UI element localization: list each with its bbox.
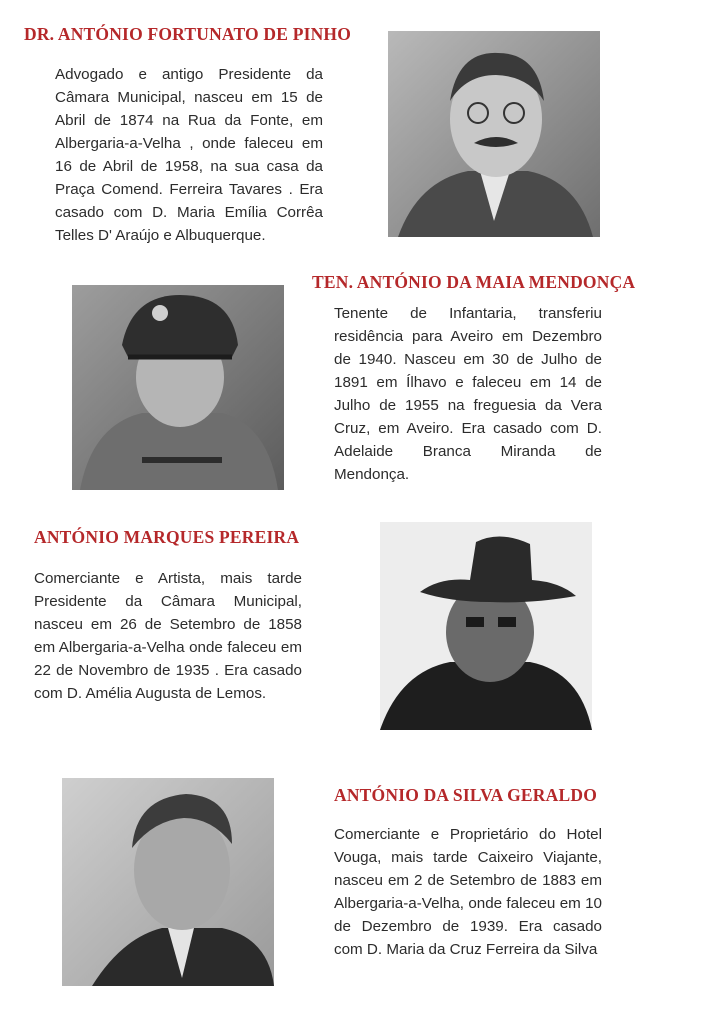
person-bio: Comerciante e Artista, mais tarde Presidente da Câmara Municipal, nasceu em 26 de Setembro de 1858 em Albergaria-a-Velha onde faleceu em 22 de Novembro de 1935 . Era casado com D. Amélia Augusta de Lemos. bbox=[34, 570, 302, 702]
person-name: ANTÓNIO DA SILVA GERALDO bbox=[334, 785, 598, 805]
person-name: DR. ANTÓNIO FORTUNATO DE PINHO bbox=[24, 24, 352, 44]
person-bio: Advogado e antigo Presidente da Câmara Municipal, nasceu em 15 de Abril de 1874 na Rua da Fonte, em Albergaria-a-Velha , onde faleceu em 16 de Abril de 1958, na sua casa da Praça Comend. Ferreira Tavares . Era casado com D. Maria Emília Corrêa Telles D' Araújo e Albuquerque. bbox=[55, 66, 323, 244]
person-bio: Tenente de Infantaria, transferiu residência para Aveiro em Dezembro de 1940. Nasceu em 30 de Julho de 1891 em Ílhavo e faleceu em 14 de Julho de 1955 na freguesia da Vera Cruz, em Aveiro. Era casado com D. Adelaide Branca Miranda de Mendonça. bbox=[334, 305, 602, 483]
portrait-photo bbox=[380, 522, 592, 730]
portrait-photo bbox=[62, 778, 274, 986]
person-name: ANTÓNIO MARQUES PEREIRA bbox=[34, 527, 300, 547]
person-name: TEN. ANTÓNIO DA MAIA MENDONÇA bbox=[312, 272, 636, 292]
portrait-photo bbox=[72, 285, 284, 490]
person-bio: Comerciante e Proprietário do Hotel Vouga, mais tarde Caixeiro Viajante, nasceu em 2 de Setembro de 1883 em Albergaria-a-Velha, onde faleceu em 10 de Dezembro de 1939. Era casado com D. Maria da Cruz Ferreira da Silva bbox=[334, 826, 602, 958]
portrait-photo bbox=[388, 31, 600, 237]
